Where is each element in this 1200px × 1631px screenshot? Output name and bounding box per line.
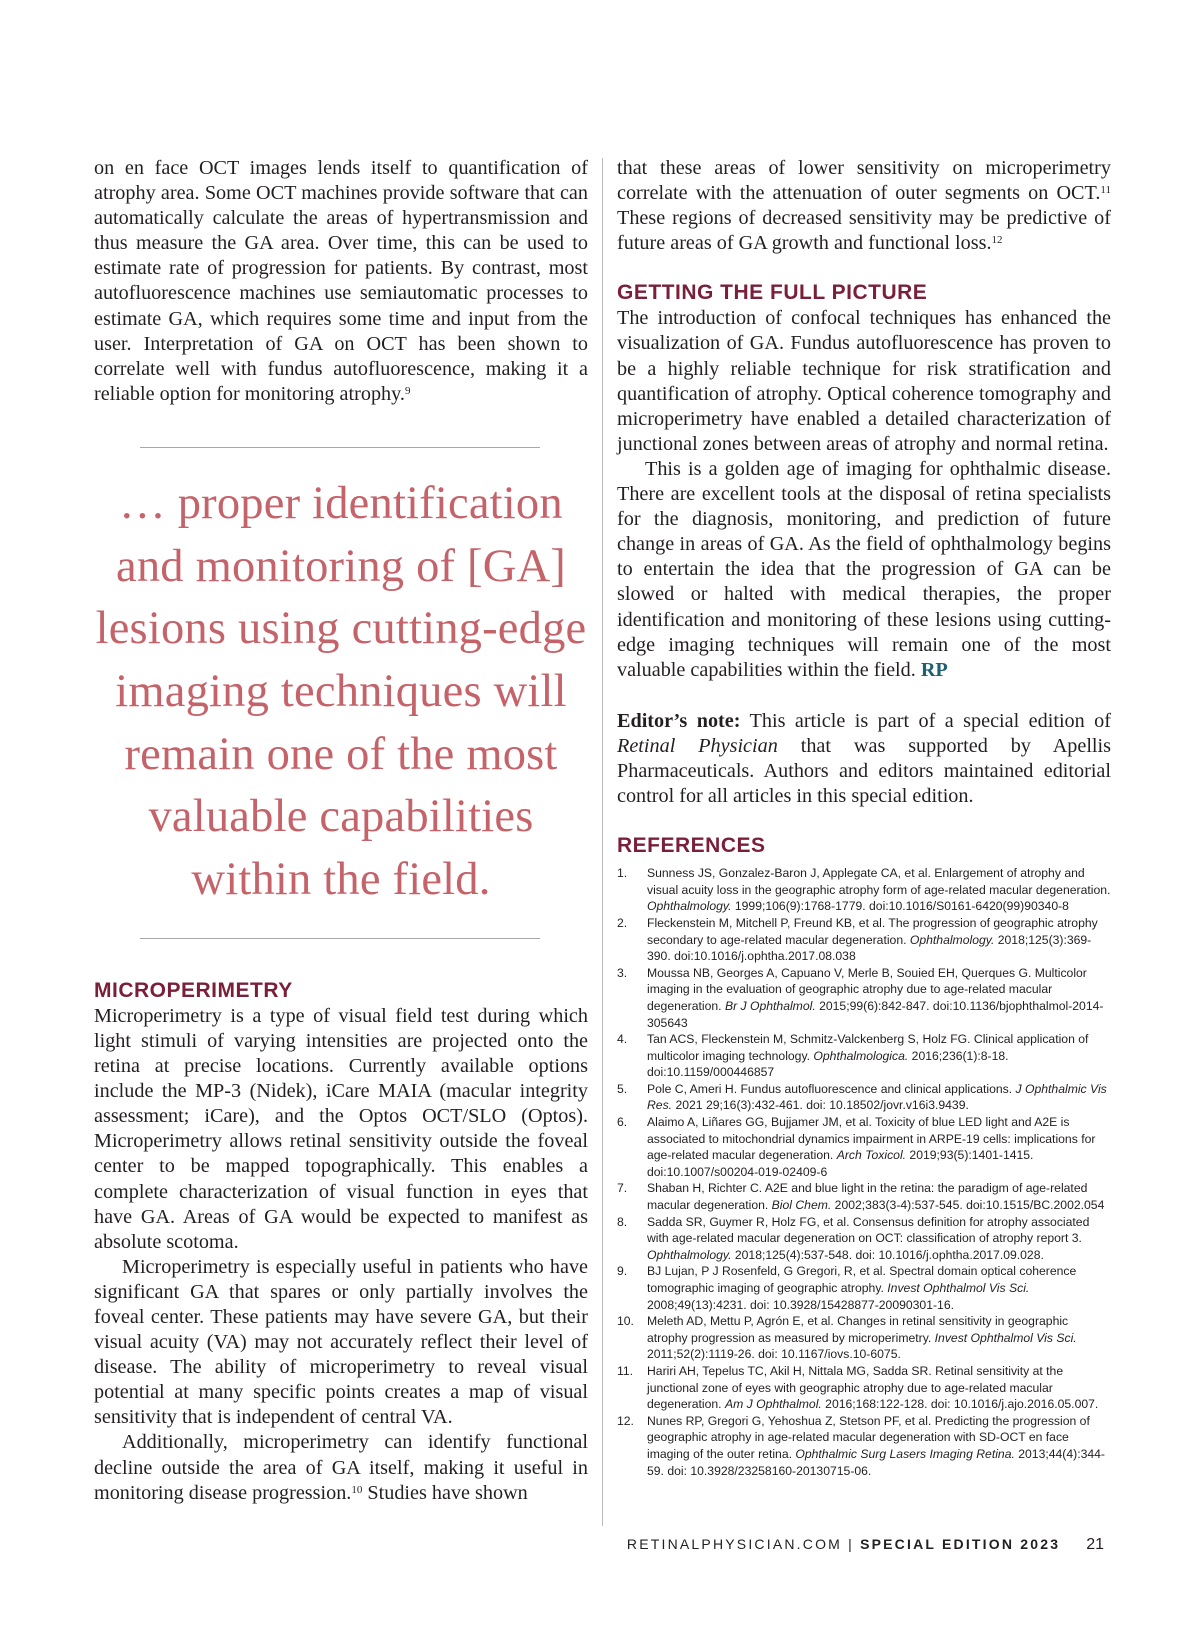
page-footer: RETINALPHYSICIAN.COM | SPECIAL EDITION 2023 21 [626,1536,1104,1553]
full-picture-heading: GETTING THE FULL PICTURE [617,281,928,305]
reference-item: 3. Moussa NB, Georges A, Capuano V, Merle B, Souied EH, Querques G. Multicolor imaging in the evaluation of geographic atrophy due to age-related macular degeneration. Br J Ophthalmol. 2015;99(6):842-847. doi:10.1136/bjophthalmol-2014-305643 [617,965,1104,1030]
page-number: 21 [1086,1536,1104,1553]
reference-number: 5. [617,1081,628,1096]
rp-end-mark: RP [920,658,948,681]
reference-journal: Br J Ophthalmol. [724,998,816,1013]
footer-site[interactable]: RETINALPHYSICIAN.COM [626,1536,843,1552]
reference-journal: Ophthalmic Surg Lasers Imaging Retina. [795,1446,1015,1461]
footer-edition: SPECIAL EDITION 2023 [860,1536,1061,1552]
reference-number: 1. [617,866,628,881]
reference-number: 11. [617,1363,634,1378]
reference-item: 4. Tan ACS, Fleckenstein M, Schmitz-Valckenberg S, Holz FG. Clinical application of multicolor imaging technology. Ophthalmologica. 2016;236(1):8-18. doi:10.1159/000446857 [617,1032,1089,1080]
citation-ref[interactable]: 10 [351,1483,363,1496]
column-divider [602,158,603,1526]
reference-number: 6. [617,1115,628,1130]
reference-number: 7. [617,1181,628,1196]
reference-journal: Invest Ophthalmol Vis Sci. [934,1330,1077,1345]
reference-number: 12. [617,1413,634,1428]
citation-ref[interactable]: 9 [404,384,411,397]
citation-ref[interactable]: 12 [991,234,1003,247]
reference-item: 2. Fleckenstein M, Mitchell P, Freund KB, et al. The progression of geographic atrophy secondary to age-related macular degeneration. Ophthalmology. 2018;125(3):369-390. doi:10.1016/j.ophtha.2017.08.038 [617,915,1098,964]
citation-ref[interactable]: 11 [1100,184,1111,197]
reference-journal: Am J Ophthalmol. [724,1397,822,1412]
editors-note-label: Editor’s note: [617,709,741,732]
reference-item: 7. Shaban H, Richter C. A2E and blue light in the retina: the paradigm of age-related macular degeneration. Biol Chem. 2002;383(3-4):537-545. doi:10.1515/BC.2002.054 [617,1181,1105,1213]
microperimetry-paragraph-3: Additionally, microperimetry can identify functional decline outside the area of GA itself, making it useful in monitoring disease progression.$^{10}$ Studies have shown [94,1431,588,1504]
reference-journal: J Ophthalmic Vis Res. [647,1081,1107,1113]
reference-list [617,865,1111,1479]
reference-journal: Ophthalmology. [909,932,995,947]
journal-name: Retinal Physician [617,734,778,757]
pull-quote-rule-top [140,447,540,448]
reference-number: 9. [617,1264,628,1279]
reference-number: 4. [617,1032,628,1047]
full-picture-paragraph-2: This is a golden age of imaging for ophthalmic disease. There are excellent tools at the disposal of retina specialists for the diagnosis, monitoring, and prediction of future change in areas of GA. As the field of ophthalmology begins to entertain the idea that the progression of GA can be slowed or halted with medical therapies, the proper identification and monitoring of these lesions using cutting-edge imaging techniques will remain one of the most valuable capabilities within the field. RP [617,457,1111,681]
reference-journal: Biol Chem. [771,1198,832,1213]
microperimetry-heading: MICROPERIMETRY [94,978,293,1002]
reference-journal: Invest Ophthalmol Vis Sci. [887,1281,1030,1295]
reference-item: 12. Nunes RP, Gregori G, Yehoshua Z, Stetson PF, et al. Predicting the progression of geographic atrophy in age-related macular degeneration with SD-OCT en face imaging of the outer retina. Ophthalmic Surg Lasers Imaging Retina. 2013;44(4):344-59. doi: 10.3928/23258160-20130715-06. [617,1413,1105,1478]
reference-item: 9. BJ Lujan, P J Rosenfeld, G Gregori, R, et al. Spectral domain optical coherence tomographic imaging of geographic atrophy. Invest Ophthalmol Vis Sci. 2008;49(13):4231. doi: 10.3928/15428877-20090301-16. [617,1264,1077,1312]
reference-journal: Ophthalmology. [647,899,732,914]
reference-journal: Ophthalmology. [647,1247,732,1262]
editors-note: Editor’s note: This article is part of a special edition of Retinal Physician that was supported by Apellis Pharmaceuticals. Authors and editors maintained editorial control for all articles in this special edition. [617,709,1112,808]
microperimetry-paragraph-2: Microperimetry is especially useful in patients who have significant GA that spares or only partially involves the foveal center. These patients may have severe GA, but their visual acuity (VA) may not accurately reflect their level of disease. The ability of microperimetry to reveal visual potential at many specific points creates a map of visual sensitivity that is independent of central VA. [94,1255,588,1429]
left-column [94,156,588,1506]
references-heading: REFERENCES [617,834,766,858]
reference-item: 6. Alaimo A, Liñares GG, Bujjamer JM, et al. Toxicity of blue LED light and A2E is associated to mitochondrial dynamics impairment in ARPE-19 cells: implications for age-related macular degeneration. Arch Toxicol. 2019;93(5):1401-1415. doi:10.1007/s00204-019-02409-6 [617,1115,1096,1179]
reference-number: 2. [617,915,628,930]
right-column [617,156,1111,1479]
reference-number: 10. [617,1314,634,1329]
reference-item: 10. Meleth AD, Mettu P, Agrón E, et al. Changes in retinal sensitivity in geographic atrophy progression as measured by microperimetry. Invest Ophthalmol Vis Sci. 2011;52(2):1119-26. doi: 10.1167/iovs.10-6075. [617,1314,1077,1362]
reference-journal: Ophthalmologica. [813,1048,909,1063]
continued-paragraph: that these areas of lower sensitivity on microperimetry correlate with the attenuation of outer segments on OCT.$^{11}$ These regions of decreased sensitivity may be predictive of future areas of GA growth and functional loss.$^{12}$ [617,157,1111,255]
intro-paragraph: on en face OCT images lends itself to quantification of atrophy area. Some OCT machines provide software that can automatically calculate the areas of hypertransmission and thus measure the GA area. Over time, this can be used to estimate rate of progression for patients. By contrast, most autofluorescence machines use semiautomatic processes to estimate GA, which requires some time and input from the user. Interpretation of GA on OCT has been shown to correlate well with fundus autofluorescence, making it a reliable option for monitoring atrophy.$^9$ [94,157,588,405]
microperimetry-paragraph-1: Microperimetry is a type of visual field test during which light stimuli of varying intensities are projected onto the retina at precise locations. Currently available options include the MP-3 (Nidek), iCare MAIA (macular integrity assessment; iCare), and the Optos OCT/SLO (Optos). Microperimetry allows retinal sensitivity outside the foveal center to be mapped topographically. This enables a complete characterization of visual function in eyes that have GA. Areas of GA would be expected to manifest as absolute scotoma. [94,1004,588,1253]
reference-journal: Arch Toxicol. [836,1148,907,1163]
full-picture-paragraph-1: The introduction of confocal techniques has enhanced the visualization of GA. Fundus autofluorescence has proven to be a highly reliable technique for risk stratification and quantification of atrophy. Optical coherence tomography and microperimetry have enabled a detailed characterization of junctional zones between areas of atrophy and normal retina. [617,307,1111,455]
reference-item: 1. Sunness JS, Gonzalez-Baron J, Applegate CA, et al. Enlargement of atrophy and visual acuity loss in the geographic atrophy form of age-related macular degeneration. Ophthalmology. 1999;106(9):1768-1779. doi:10.1016/S0161-6420(99)90340-8 [617,866,1111,914]
pull-quote: … proper identification and monitoring of [GA] lesions using cutting-edge imaging techniques will remain one of the most valuable capabilities within the field. [95,477,587,906]
reference-number: 3. [617,965,628,980]
reference-item: 5. Pole C, Ameri H. Fundus autofluorescence and clinical applications. J Ophthalmic Vis Res. 2021 29;16(3):432-461. doi: 10.18502/jovr.v16i3.9439. [617,1081,1107,1113]
reference-item: 8. Sadda SR, Guymer R, Holz FG, et al. Consensus definition for atrophy associated with age-related macular degeneration on OCT: classification of atrophy report 3. Ophthalmology. 2018;125(4):537-548. doi: 10.1016/j.ophtha.2017.09.028. [617,1214,1090,1262]
reference-item: 11. Hariri AH, Tepelus TC, Akil H, Nittala MG, Sadda SR. Retinal sensitivity at the junctional zone of eyes with geographic atrophy due to age-related macular degeneration. Am J Ophthalmol. 2016;168:122-128. doi: 10.1016/j.ajo.2016.05.007. [617,1363,1099,1412]
reference-number: 8. [617,1214,628,1229]
